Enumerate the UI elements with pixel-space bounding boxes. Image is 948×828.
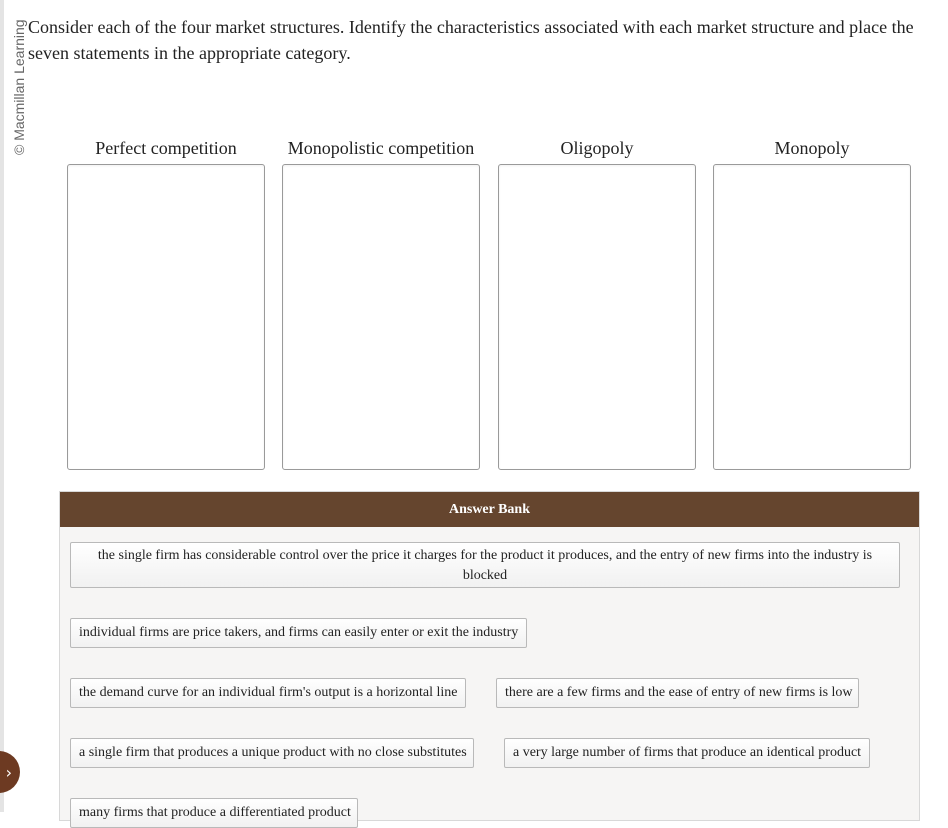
answer-card[interactable]: the demand curve for an individual firm's output is a horizontal line [70, 678, 466, 708]
drop-zone-monopolistic-competition[interactable] [282, 164, 480, 470]
answer-card[interactable]: a single firm that produces a unique product with no close substitutes [70, 738, 474, 768]
chevron-right-icon: › [5, 762, 12, 782]
side-panel-toggle-button[interactable] [0, 751, 20, 793]
column-heading-monopolistic-competition: Monopolistic competition [287, 138, 475, 158]
answer-card[interactable]: individual firms are price takers, and firms can easily enter or exit the industry [70, 618, 527, 648]
drop-zone-perfect-competition[interactable] [67, 164, 265, 470]
copyright-watermark: © Macmillan Learning [11, 19, 27, 155]
answer-card[interactable]: there are a few firms and the ease of entry of new firms is low [496, 678, 859, 708]
left-edge-divider [0, 0, 4, 812]
answer-bank-header: Answer Bank [60, 492, 919, 527]
column-heading-monopoly: Monopoly [774, 138, 850, 158]
drop-zone-oligopoly[interactable] [498, 164, 696, 470]
drop-zone-monopoly[interactable] [713, 164, 911, 470]
answer-bank [59, 491, 920, 821]
answer-card[interactable]: the single firm has considerable control over the price it charges for the product it produces, and the entry of new firms into the industry is blocked [70, 542, 900, 588]
column-heading-oligopoly: Oligopoly [560, 138, 634, 158]
answer-card[interactable]: a very large number of firms that produce an identical product [504, 738, 870, 768]
column-heading-perfect-competition: Perfect competition [95, 138, 237, 158]
question-text: Consider each of the four market structures. Identify the characteristics associated with each market structure and place the seven statements in the appropriate category. [28, 17, 914, 63]
answer-card[interactable]: many firms that produce a differentiated product [70, 798, 358, 828]
